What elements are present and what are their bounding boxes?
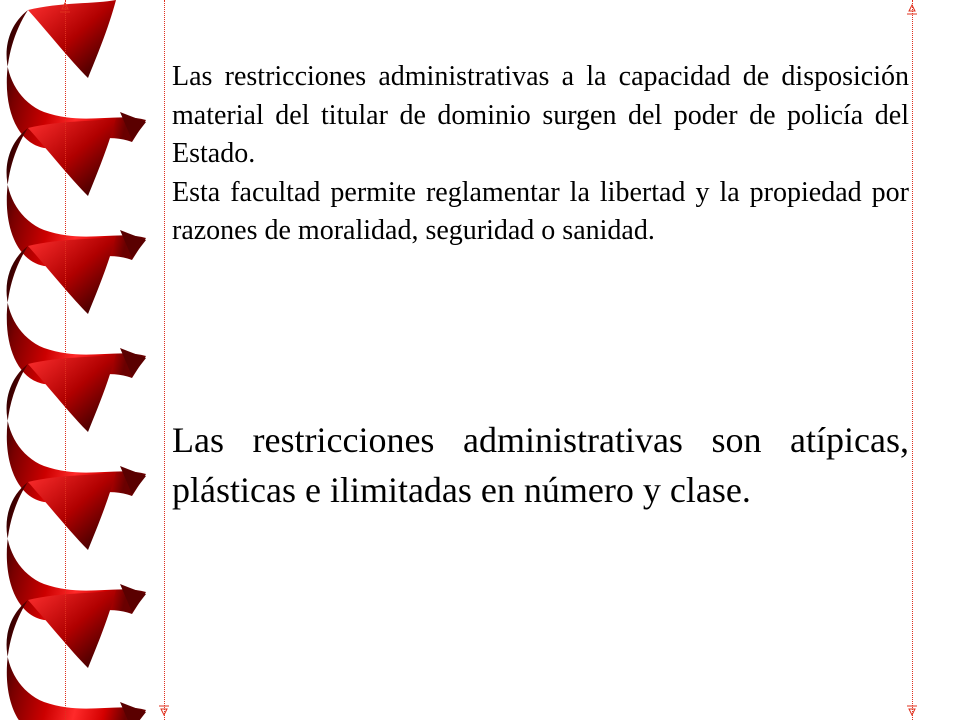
- guide-marker-top-left-icon: [59, 1, 71, 15]
- guide-line-middle: [164, 0, 165, 720]
- paragraph-atypical-restrictions: Las restricciones administrativas son atípicas, plásticas e ilimitadas en número y clase.: [172, 420, 909, 510]
- guide-marker-top-right-icon: [906, 3, 918, 17]
- guide-line-left: [65, 0, 66, 720]
- guide-marker-bottom-right-icon: [906, 703, 918, 717]
- red-ribbon-decoration: [0, 0, 165, 720]
- guide-line-right: [912, 0, 913, 720]
- paragraph-police-power: Las restricciones administrativas a la capacidad de disposición material del titular de dominio surgen del poder de policía del Estado. Esta facultad permite reglamentar la libertad y la propiedad por razones de moralidad, seguridad o sanidad.: [172, 61, 909, 247]
- guide-marker-bottom-middle-icon: [158, 703, 170, 717]
